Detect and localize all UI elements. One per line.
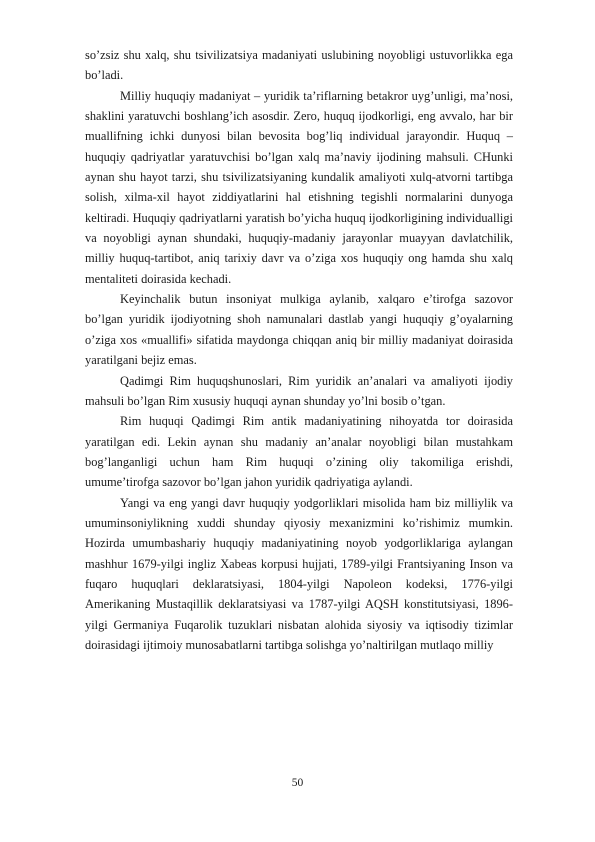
paragraph: Keyinchalik butun insoniyat mulkiga aylanib, xalqaro e’tirofga sazovor bo’lgan yuridik ijodiyotning shoh namunalari dastlab yangi huquqiy g’oyalarning o’ziga xos «muallifi» sifatida maydonga chiqqan aniq bir milliy madaniyat doirasida yaratilgani bejiz emas. [85,292,513,368]
paragraph: Qadimgi Rim huquqshunoslari, Rim yuridik an’analari va amaliyoti ijodiy mahsuli bo’lgan Rim xususiy huquqi aynan shunday yo’lni bosib o’tgan. [85,373,513,408]
page-number: 50 [291,777,304,789]
paragraph: Milliy huquqiy madaniyat – yuridik ta’riflarning betakror uyg’unligi, ma’nosi, shaklini yaratuvchi boshlang’ich asosdir. Zero, huquq ijodkorligi, eng avvalo, har bir muallifning ichki dunyosi bilan bevosita bog’liq individual jarayondir. Huquq – huquqiy qadriyatlar yaratuvchisi bo’lgan xalq ma’naviy ijodining mahsuli. CHunki aynan shu hayot tarzi, shu tsivilizatsiyaning kundalik amaliyoti xulq-atvorni tartibga solish, xilma-xil hayot ziddiyatlarini hal etishning tegishli normalarini dunyoga keltiradi. Huquqiy qadriyatlarni yaratish bo’yicha huquq ijodkorligining individualligi va noyobligi aynan shundaki, huquqiy-madaniy jarayonlar muayyan davlatchilik, milliy huquq-tartibot, aniq tarixiy davr va o’ziga xos huquqiy ong hamda shu xalq mentaliteti doirasida kechadi. [85,88,513,286]
paragraph: Yangi va eng yangi davr huquqiy yodgorliklari misolida ham biz milliylik va umuminsoniylikning xuddi shunday qiyosiy mexanizmini ko’rishimiz mumkin. Hozirda umumbashariy huquqiy madaniyatining noyob yodgorliklariga aylangan mashhur 1679-yilgi ingliz Xabeas korpusi hujjati, 1789-yilgi Frantsiyaning Inson va fuqaro huquqlari deklaratsiyasi, 1804-yilgi Napoleon kodeksi, 1776-yilgi Amerikaning Mustaqillik deklaratsiyasi va 1787-yilgi AQSH konstitutsiyasi, 1896-yilgi Germaniya Fuqarolik tuzuklari nisbatan alohida siyosiy va iqtisodiy tizimlar doirasidagi ijtimoiy munosabatlarni tartibga solishga yo’naltirilgan mutlaqo milliy [85,495,513,652]
document-body [85,45,513,655]
paragraph-continuation: so’zsiz shu xalq, shu tsivilizatsiya madaniyati uslubining noyobligi ustuvorlikka ega bo’ladi. [85,48,513,83]
paragraph: Rim huquqi Qadimgi Rim antik madaniyatining nihoyatda tor doirasida yaratilgan edi. Lekin aynan shu madaniy an’analar noyobligi bilan mustahkam bog’langanligi uchun ham Rim huquqi o’zining oliy takomiliga erishdi, umume’tirofga sazovor bo’lgan jahon yuridik qadriyatiga aylandi. [85,414,513,490]
